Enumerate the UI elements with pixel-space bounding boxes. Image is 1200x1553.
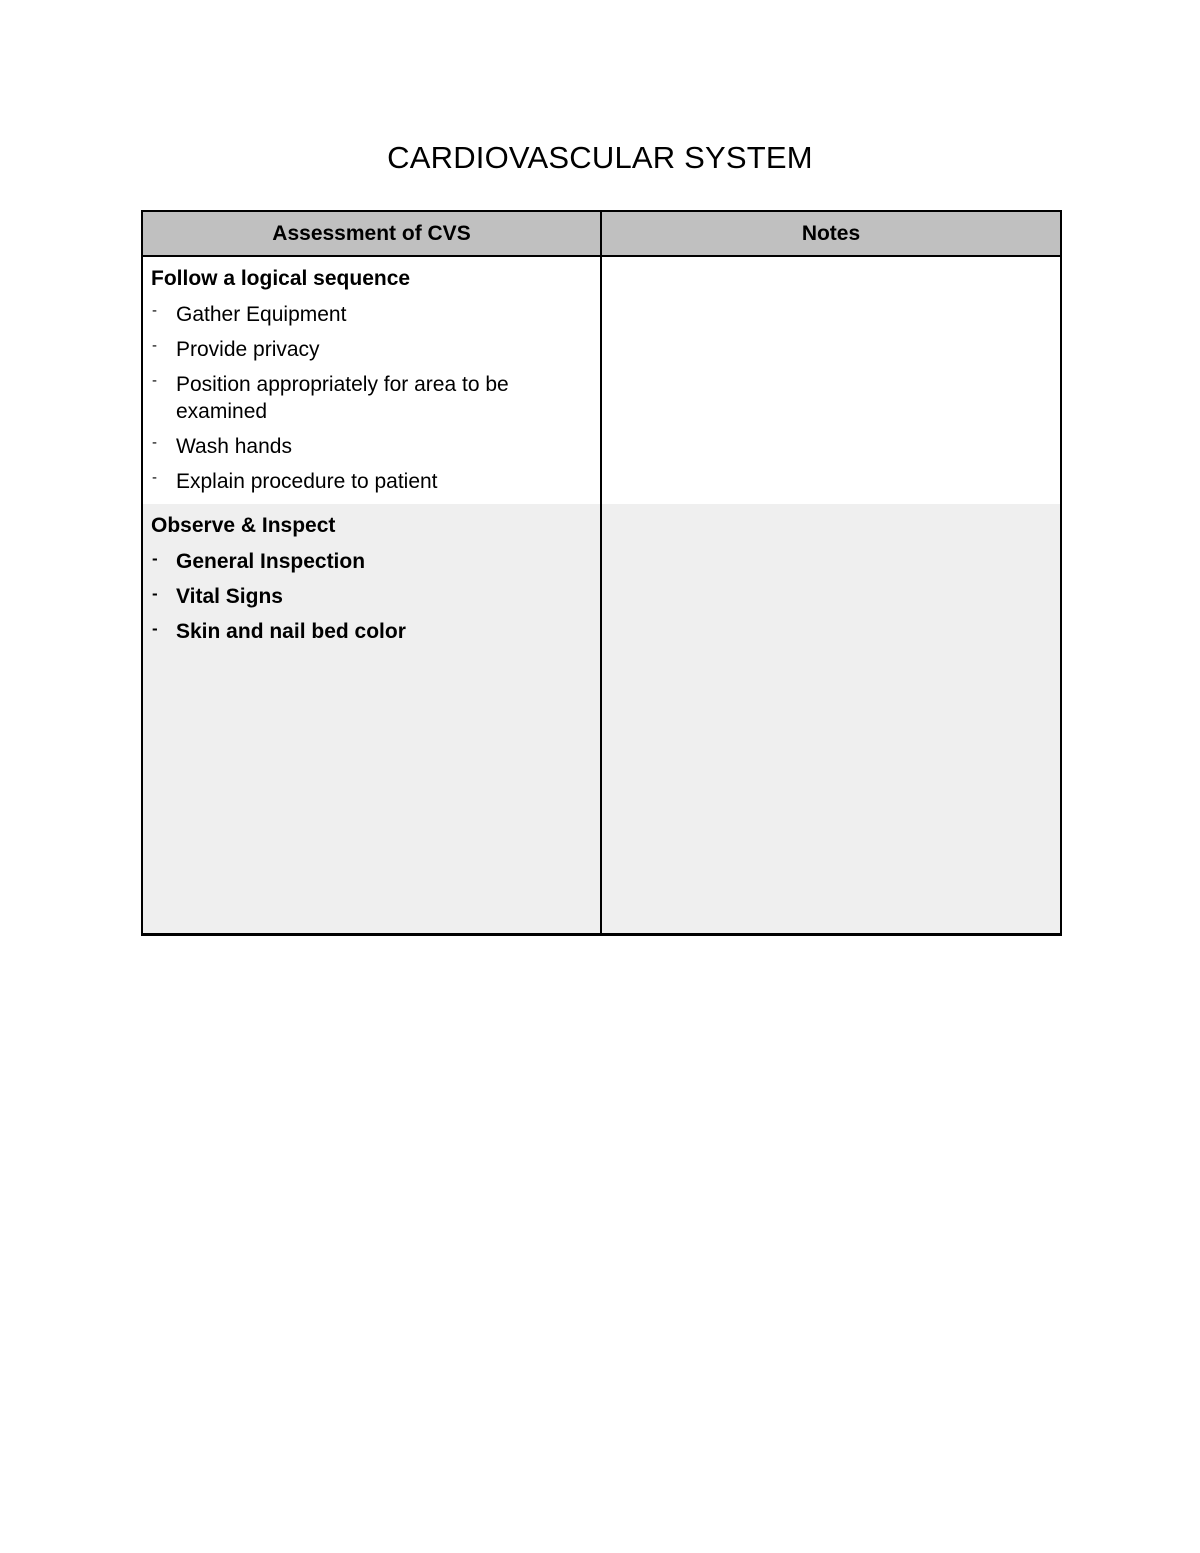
list-item-text: Vital Signs <box>176 585 283 608</box>
list-item-text: General Inspection <box>176 550 366 573</box>
list-item <box>143 548 600 575</box>
list-item-text: Wash hands <box>176 435 292 458</box>
list-item-text: Explain procedure to patient <box>176 470 438 493</box>
list-item-text: Skin and nail bed color <box>176 620 406 643</box>
list-item <box>143 618 600 645</box>
list-item <box>143 433 600 460</box>
assessment-table <box>141 210 1062 936</box>
list-item-text: Position appropriately for area to be examined <box>176 373 509 423</box>
assessment-cell <box>142 504 601 934</box>
list-item <box>143 583 600 610</box>
dash-bullet-icon: - <box>152 469 157 486</box>
section-heading-sequence: Follow a logical sequence <box>151 267 411 290</box>
dash-bullet-icon: - <box>152 619 158 638</box>
list-item-text: Provide privacy <box>176 338 320 361</box>
dash-bullet-icon: - <box>152 434 157 451</box>
observe-steps-list <box>143 548 600 645</box>
table-row <box>142 504 1061 934</box>
notes-cell <box>601 256 1061 504</box>
dash-bullet-icon: - <box>152 302 157 319</box>
dash-bullet-icon: - <box>152 549 158 568</box>
list-item-text: Gather Equipment <box>176 303 347 326</box>
list-item <box>143 336 600 363</box>
list-item <box>143 301 600 328</box>
dash-bullet-icon: - <box>152 337 157 354</box>
notes-cell <box>601 504 1061 934</box>
list-item <box>143 468 600 495</box>
header-assessment: Assessment of CVS <box>142 211 601 256</box>
dash-bullet-icon: - <box>152 584 158 603</box>
table-row <box>142 256 1061 504</box>
page-title: CARDIOVASCULAR SYSTEM <box>387 140 813 175</box>
sequence-steps-list <box>143 301 600 495</box>
assessment-cell <box>142 256 601 504</box>
list-item <box>143 371 600 425</box>
section-heading-observe: Observe & Inspect <box>151 514 336 537</box>
header-notes: Notes <box>601 211 1061 256</box>
dash-bullet-icon: - <box>152 372 157 389</box>
table-header-row <box>142 211 1061 256</box>
